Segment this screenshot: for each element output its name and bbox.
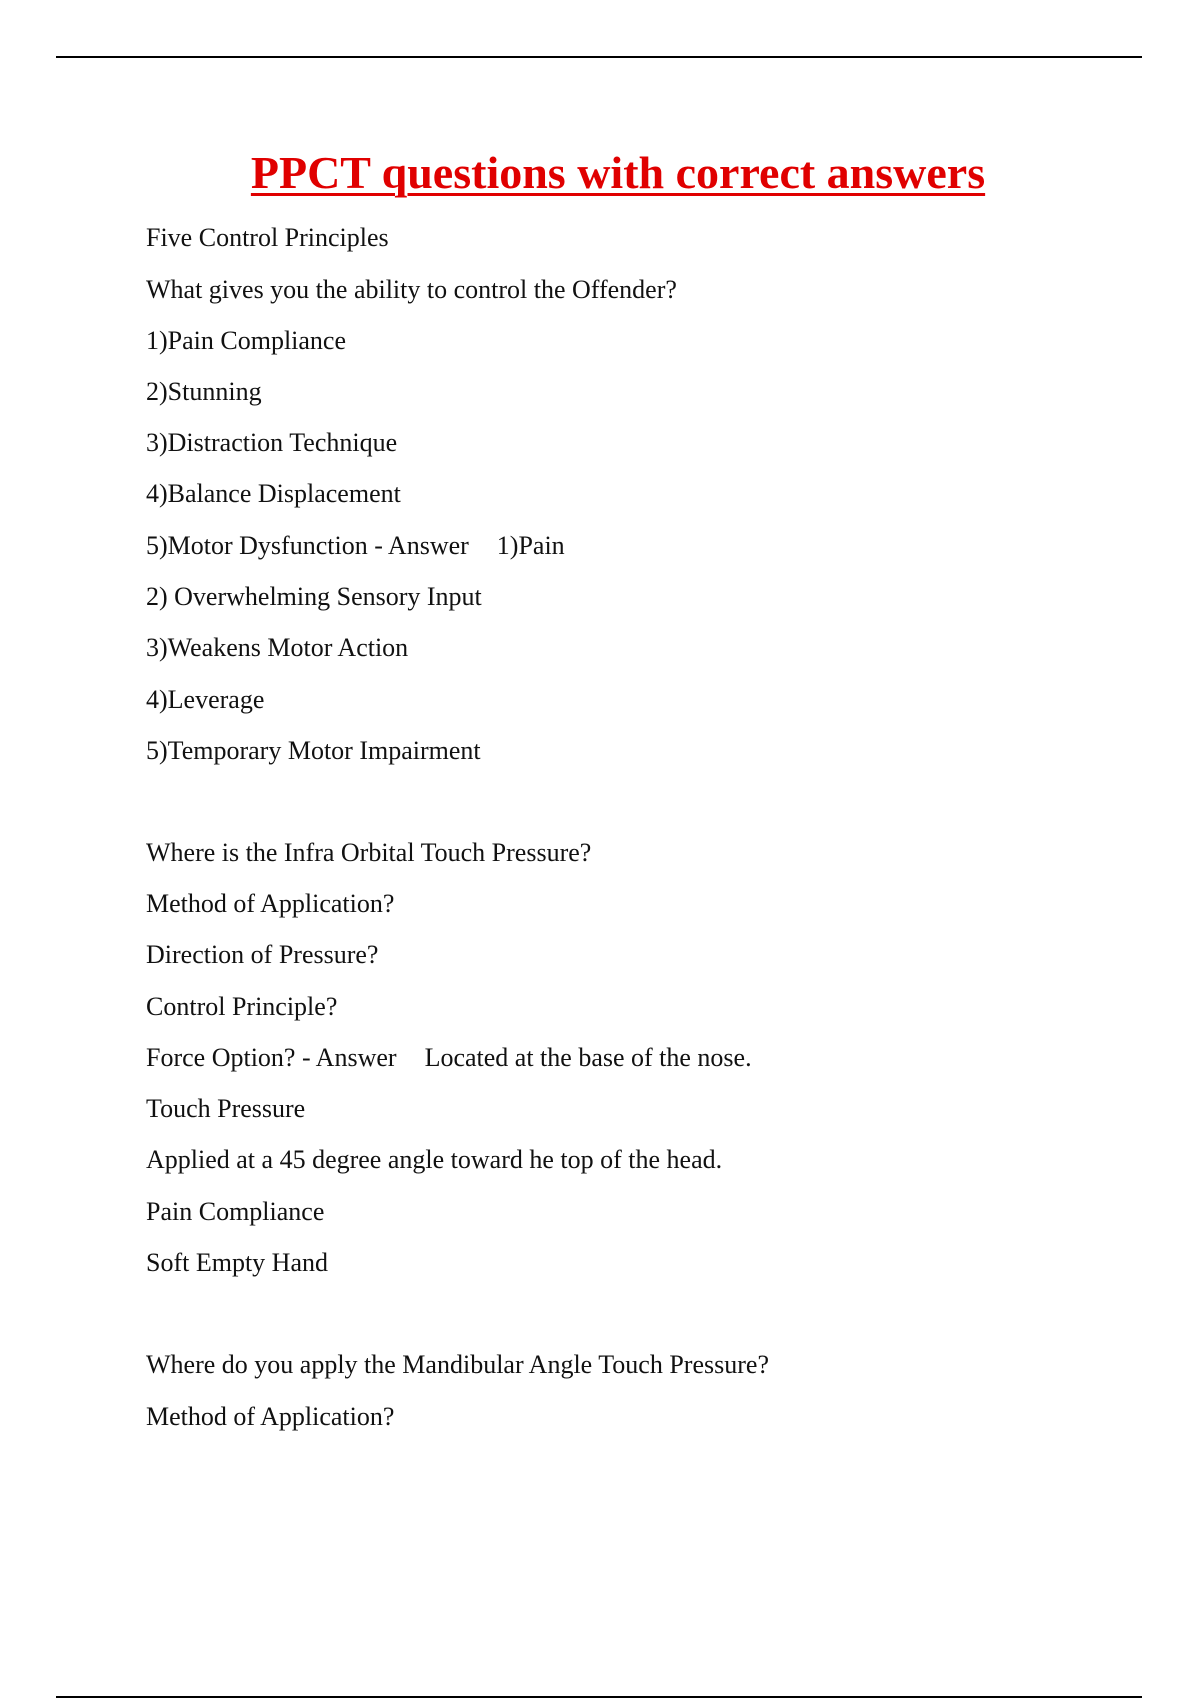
bottom-rule [56, 1696, 1142, 1698]
text-line: 4)Leverage [146, 685, 265, 714]
document-title: PPCT questions with correct answers [250, 147, 986, 198]
text-line: Touch Pressure [146, 1094, 306, 1123]
text-line: Five Control Principles [146, 223, 389, 252]
top-rule [56, 56, 1142, 58]
text-line: Control Principle? [146, 992, 338, 1021]
text-line: 2)Stunning [146, 377, 262, 406]
text-line [146, 531, 565, 561]
text-line [146, 1043, 752, 1073]
question-end-label: 5)Motor Dysfunction - Answer [146, 531, 469, 560]
text-line: Method of Application? [146, 889, 395, 918]
text-line: Applied at a 45 degree angle toward he top of the head. [146, 1145, 723, 1174]
answer-start: 1)Pain [496, 531, 565, 560]
text-line: 5)Temporary Motor Impairment [146, 736, 481, 765]
text-line: 4)Balance Displacement [146, 479, 401, 508]
text-line: 1)Pain Compliance [146, 326, 347, 355]
text-line: What gives you the ability to control the Offender? [146, 275, 677, 304]
text-line: Soft Empty Hand [146, 1248, 328, 1277]
text-line: Where do you apply the Mandibular Angle Touch Pressure? [146, 1350, 769, 1379]
text-line: 2) Overwhelming Sensory Input [146, 582, 482, 611]
question-end-label: Force Option? - Answer [146, 1043, 397, 1072]
text-line: Method of Application? [146, 1402, 395, 1431]
text-line: Where is the Infra Orbital Touch Pressure? [146, 838, 592, 867]
text-line: 3)Weakens Motor Action [146, 633, 409, 662]
text-line: 3)Distraction Technique [146, 428, 398, 457]
answer-start: Located at the base of the nose. [424, 1043, 752, 1072]
text-line: Pain Compliance [146, 1197, 325, 1226]
text-line: Direction of Pressure? [146, 940, 379, 969]
